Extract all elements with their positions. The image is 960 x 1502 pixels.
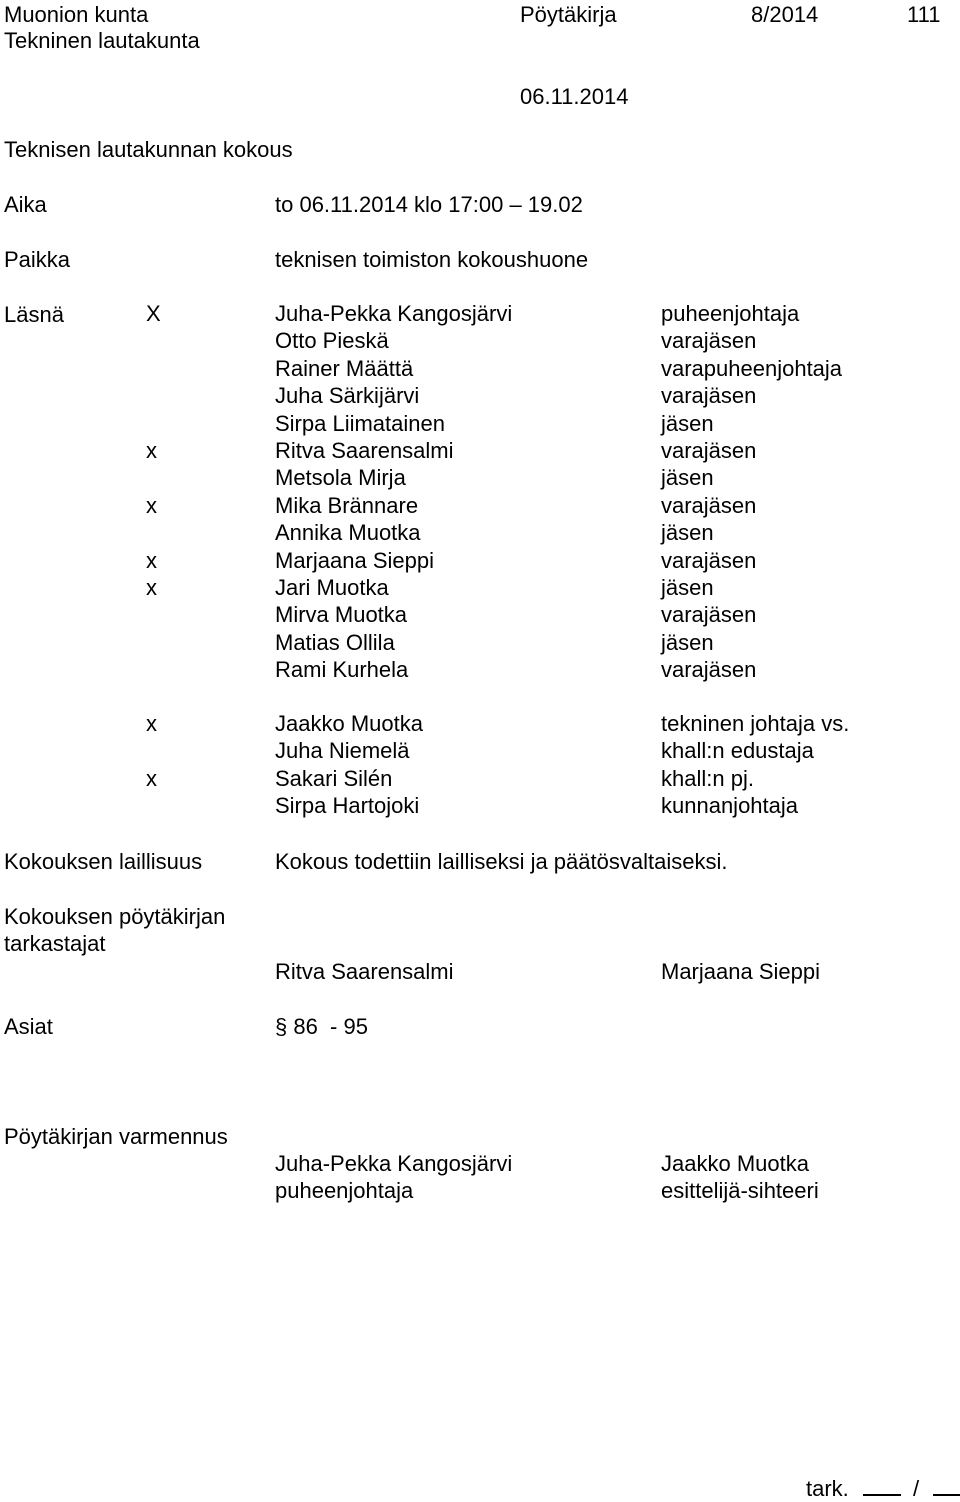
check-blank-2 — [933, 1474, 960, 1496]
member-row — [0, 438, 960, 465]
attendance-label: Läsnä — [4, 302, 64, 327]
member-row — [0, 383, 960, 410]
page-number: 111 — [907, 2, 941, 27]
time-label: Aika — [4, 192, 47, 217]
attendee-name: Mika Brännare — [275, 492, 419, 518]
attendee-name: Rami Kurhela — [275, 657, 409, 683]
time-value: to 06.11.2014 klo 17:00 – 19.02 — [275, 192, 583, 217]
attendee-role: kunnanjohtaja — [661, 793, 799, 819]
attendance-mark: x — [146, 438, 157, 463]
attendee-role: puheenjohtaja — [661, 301, 800, 326]
attendee-role: varajäsen — [661, 602, 757, 628]
attendee-role: varajäsen — [661, 328, 757, 354]
attendee-name: Metsola Mirja — [275, 465, 406, 491]
attendee-role: varajäsen — [661, 438, 757, 463]
attendee-role: khall:n pj. — [661, 765, 754, 791]
attendee-role: varajäsen — [661, 492, 757, 518]
member-row — [0, 356, 960, 383]
items-label: Asiat — [4, 1014, 53, 1039]
member-row — [0, 411, 960, 438]
check-line — [806, 1474, 960, 1502]
member-row — [0, 301, 960, 328]
check-separator: / — [913, 1476, 920, 1501]
reviewer-2: Marjaana Sieppi — [661, 959, 820, 984]
member-row — [0, 520, 960, 547]
member-row — [0, 657, 960, 684]
attendee-name: Annika Muotka — [275, 520, 421, 546]
attendee-role: khall:n edustaja — [661, 738, 814, 764]
attendee-name: Sirpa Liimatainen — [275, 410, 445, 436]
attendee-role: jäsen — [661, 465, 714, 491]
attendee-name: Ritva Saarensalmi — [275, 438, 454, 463]
signer-1-name: Juha-Pekka Kangosjärvi — [275, 1151, 513, 1176]
verification-label: Pöytäkirjan varmennus — [4, 1124, 228, 1149]
document-type: Pöytäkirja — [520, 2, 617, 27]
attendance-mark: x — [146, 492, 157, 518]
attendee-name: Juha Niemelä — [275, 738, 410, 764]
member-row — [0, 548, 960, 575]
attendance-mark: x — [146, 547, 157, 573]
attendee-name: Juha Särkijärvi — [275, 383, 420, 409]
place-value: teknisen toimiston kokoushuone — [275, 247, 589, 272]
member-row — [0, 493, 960, 520]
meeting-title: Teknisen lautakunnan kokous — [4, 137, 293, 162]
member-row — [0, 575, 960, 602]
member-row — [0, 630, 960, 657]
attendance-mark: x — [146, 765, 157, 791]
minutes-number: 8/2014 — [751, 2, 819, 27]
check-blank-1 — [863, 1474, 901, 1496]
member-row — [0, 602, 960, 629]
attendee-name: Mirva Muotka — [275, 602, 408, 628]
reviewers-label-line2: tarkastajat — [4, 931, 106, 956]
attendee-name: Sakari Silén — [275, 765, 393, 791]
legality-label: Kokouksen laillisuus — [4, 849, 203, 874]
attendee-name: Otto Pieskä — [275, 328, 389, 354]
items-value: § 86 - 95 — [275, 1014, 368, 1039]
attendee-name: Marjaana Sieppi — [275, 547, 434, 573]
attendee-role: jäsen — [661, 575, 714, 600]
document-date: 06.11.2014 — [520, 84, 629, 109]
attendee-role: varapuheenjohtaja — [661, 355, 843, 381]
attendee-role: varajäsen — [661, 547, 757, 573]
attendee-name: Jari Muotka — [275, 575, 389, 600]
check-label: tark. — [806, 1476, 849, 1501]
legality-value: Kokous todettiin lailliseksi ja päätösvaltaiseksi. — [275, 849, 728, 874]
reviewer-1: Ritva Saarensalmi — [275, 959, 454, 984]
signer-2-title: esittelijä-sihteeri — [661, 1178, 819, 1203]
attendee-role: jäsen — [661, 629, 714, 655]
other-attendee-row — [0, 711, 960, 738]
other-attendee-row — [0, 766, 960, 793]
other-attendee-row — [0, 793, 960, 820]
attendee-role: varajäsen — [661, 383, 757, 409]
attendee-name: Sirpa Hartojoki — [275, 793, 420, 819]
attendee-role: jäsen — [661, 410, 714, 436]
member-row — [0, 328, 960, 355]
board-name: Tekninen lautakunta — [4, 28, 200, 53]
attendee-role: jäsen — [661, 520, 714, 546]
attendee-role: tekninen johtaja vs. — [661, 711, 850, 736]
attendance-mark: x — [146, 711, 157, 736]
municipality-name: Muonion kunta — [4, 2, 149, 27]
attendee-name: Matias Ollila — [275, 629, 395, 655]
attendee-name: Jaakko Muotka — [275, 711, 423, 736]
signer-2-name: Jaakko Muotka — [661, 1151, 809, 1176]
place-label: Paikka — [4, 247, 71, 272]
attendee-name: Rainer Määttä — [275, 355, 414, 381]
reviewers-label-line1: Kokouksen pöytäkirjan — [4, 904, 226, 929]
attendance-mark: x — [146, 575, 157, 600]
attendance-mark: X — [146, 301, 161, 326]
attendee-role: varajäsen — [661, 657, 757, 683]
attendee-name: Juha-Pekka Kangosjärvi — [275, 301, 513, 326]
member-row — [0, 465, 960, 492]
other-attendee-row — [0, 738, 960, 765]
signer-1-title: puheenjohtaja — [275, 1178, 414, 1203]
